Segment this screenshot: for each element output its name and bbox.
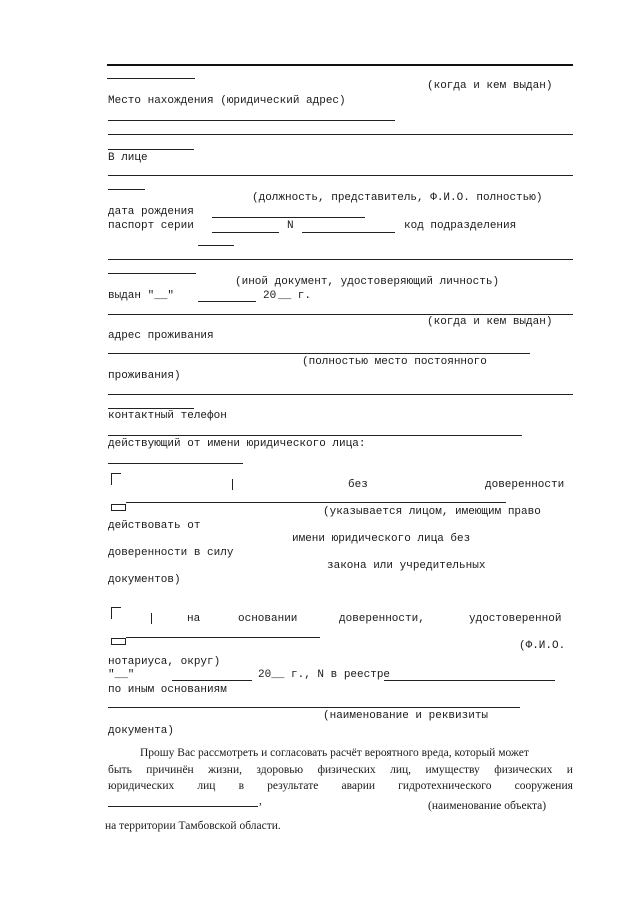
short-rule [107, 78, 195, 79]
option2-underline [126, 637, 320, 638]
short-rule [108, 408, 194, 409]
issued-by-caption-2: (когда и кем выдан) [427, 316, 553, 328]
checkbox-with-attorney[interactable] [111, 638, 126, 645]
acting-label: действующий от имени юридического лица: [108, 438, 366, 450]
legal-address-field-2[interactable] [108, 134, 573, 135]
request-line-2: быть причинён жизни, здоровью физических лиц, имуществу физических и [108, 764, 573, 776]
option2-word-4: удостоверенной [469, 613, 562, 625]
division-code-field[interactable] [198, 245, 234, 246]
legal-address-label: Место нахождения (юридический адрес) [108, 95, 346, 107]
option1-caption-2: действовать от [108, 520, 201, 532]
year-prefix: 20 [263, 290, 277, 302]
passport-series-label: паспорт серии [108, 220, 194, 232]
in-person-label: В лице [108, 152, 148, 164]
option1-caption-3: имени юридического лица без [292, 533, 471, 545]
checkbox-without-attorney-top[interactable] [111, 473, 121, 485]
phone-field[interactable] [108, 435, 522, 436]
residence-caption-cont: проживания) [108, 370, 181, 382]
division-code-label: код подразделения [404, 220, 517, 232]
option1-power: доверенности [485, 479, 565, 491]
option2-word-1: на [187, 613, 201, 625]
object-caption: (наименование объекта) [428, 800, 547, 812]
option1-caption-5: закона или учредительных [327, 560, 486, 572]
attorney-date-prefix: "__" [108, 669, 135, 681]
birth-date-label: дата рождения [108, 206, 194, 218]
short-rule [108, 463, 243, 464]
registry-text: 20__ г., N в реестре [258, 669, 391, 681]
residence-field[interactable] [108, 353, 530, 354]
doc-caption-cont: документа) [108, 725, 175, 737]
option1-caption-4: доверенности в силу [108, 547, 234, 559]
representative-field[interactable] [108, 175, 573, 176]
option1-caption-6: документов) [108, 574, 181, 586]
residence-label: адрес проживания [108, 330, 214, 342]
option2-word-2: основании [238, 613, 298, 625]
option1-without: без [348, 479, 368, 491]
legal-address-field[interactable] [108, 120, 395, 121]
residence-field-2[interactable] [108, 394, 573, 395]
request-line-4: на территории Тамбовской области. [105, 820, 281, 832]
registry-number-field[interactable] [384, 680, 555, 681]
fio-caption: (Ф.И.О. [519, 640, 566, 652]
phone-label: контактный телефон [108, 410, 227, 422]
top-rule [107, 64, 573, 66]
checkbox-with-attorney-top[interactable] [111, 607, 121, 619]
checkbox-marker-2 [151, 613, 152, 624]
passport-series-field[interactable] [212, 232, 279, 233]
option1-underline [126, 502, 506, 503]
residence-caption: (полностью место постоянного [302, 356, 487, 368]
short-rule [108, 189, 145, 190]
request-line-3: юридических лиц в результате аварии гидротехнического сооружения [108, 780, 573, 792]
other-document-caption: (иной документ, удостоверяющий личность) [235, 276, 500, 288]
request-line-1: Прошу Вас рассмотреть и согласовать расчёт вероятного вреда, который может [140, 747, 529, 759]
doc-caption: (наименование и реквизиты [323, 710, 489, 722]
passport-issued-field[interactable] [108, 259, 573, 260]
issued-by-field[interactable] [108, 314, 573, 315]
issued-by-caption: (когда и кем выдан) [427, 80, 553, 92]
checkbox-without-attorney[interactable] [111, 504, 126, 511]
issued-month-field[interactable] [198, 301, 256, 302]
other-grounds-label: по иным основаниям [108, 684, 227, 696]
birth-date-field[interactable] [212, 217, 365, 218]
short-rule [108, 273, 196, 274]
option1-caption-1: (указывается лицом, имеющим право [323, 506, 541, 518]
attorney-date-field[interactable] [172, 680, 252, 681]
position-caption: (должность, представитель, Ф.И.О. полностью) [252, 192, 543, 204]
checkbox-marker [232, 479, 233, 490]
short-rule [108, 149, 194, 150]
issued-date-label: выдан "__" [108, 290, 175, 302]
notary-caption: нотариуса, округ) [108, 656, 221, 668]
option2-word-3: доверенности, [339, 613, 425, 625]
year-suffix: __ г. [278, 290, 312, 302]
object-comma: , [259, 795, 262, 807]
passport-number-field[interactable] [302, 232, 395, 233]
object-name-field[interactable] [108, 806, 258, 807]
number-sign: N [287, 220, 294, 232]
other-grounds-field[interactable] [108, 707, 520, 708]
